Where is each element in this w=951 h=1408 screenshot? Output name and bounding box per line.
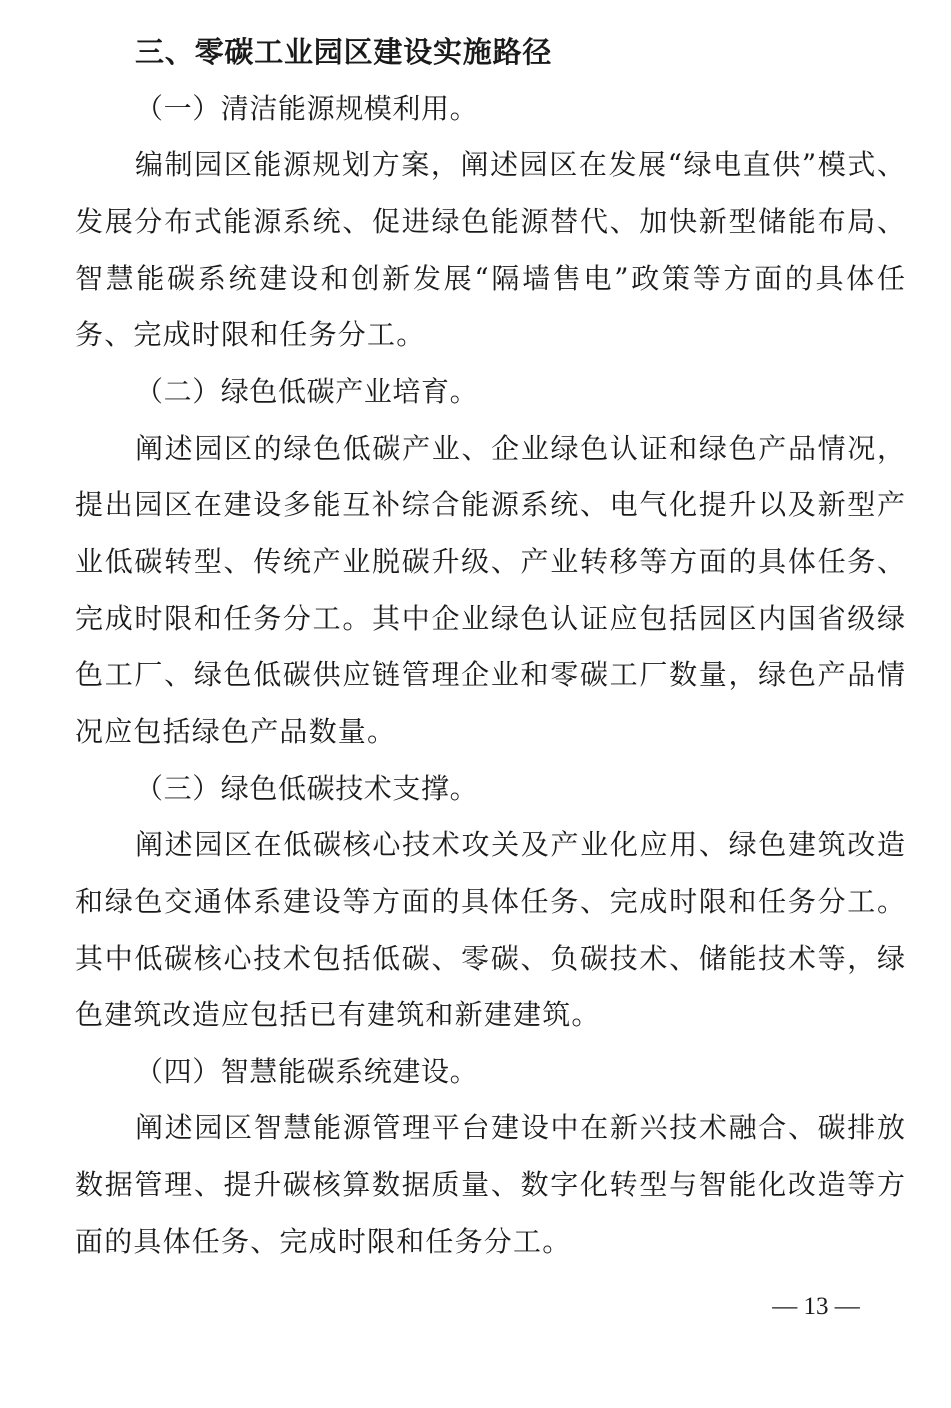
section-title: 三、零碳工业园区建设实施路径 (135, 35, 553, 69)
document-body (75, 24, 905, 1270)
subsection-heading-1: （一）清洁能源规模利用。 (135, 91, 479, 125)
paragraph-line: 发展分布式能源系统、促进绿色能源替代、加快新型储能布局、 (75, 204, 905, 238)
paragraph-line: 阐述园区智慧能源管理平台建设中在新兴技术融合、碳排放 (135, 1111, 905, 1145)
paragraph-line: 和绿色交通体系建设等方面的具体任务、完成时限和任务分工。 (75, 884, 905, 918)
subsection-heading-3: （三）绿色低碳技术支撑。 (135, 771, 479, 805)
page-number: — 13 — (772, 1293, 860, 1320)
paragraph-line: 其中低碳核心技术包括低碳、零碳、负碳技术、储能技术等，绿 (75, 941, 905, 975)
paragraph-line: 编制园区能源规划方案，阐述园区在发展“绿电直供”模式、 (135, 148, 905, 182)
paragraph-line: 阐述园区的绿色低碳产业、企业绿色认证和绿色产品情况， (135, 431, 905, 465)
paragraph-line: 提出园区在建设多能互补综合能源系统、电气化提升以及新型产 (75, 488, 905, 522)
paragraph-line: 况应包括绿色产品数量。 (75, 714, 397, 748)
paragraph-line: 阐述园区在低碳核心技术攻关及产业化应用、绿色建筑改造 (135, 828, 905, 862)
paragraph-line: 智慧能碳系统建设和创新发展“隔墙售电”政策等方面的具体任 (75, 261, 905, 295)
subsection-heading-4: （四）智慧能碳系统建设。 (135, 1054, 479, 1088)
subsection-heading-2: （二）绿色低碳产业培育。 (135, 374, 479, 408)
paragraph-line: 务、完成时限和任务分工。 (75, 318, 426, 352)
paragraph-line: 完成时限和任务分工。其中企业绿色认证应包括园区内国省级绿 (75, 601, 905, 635)
paragraph-line: 面的具体任务、完成时限和任务分工。 (75, 1224, 572, 1258)
paragraph-line: 色工厂、绿色低碳供应链管理企业和零碳工厂数量，绿色产品情 (75, 658, 905, 692)
paragraph-line: 业低碳转型、传统产业脱碳升级、产业转移等方面的具体任务、 (75, 544, 905, 578)
paragraph-line: 色建筑改造应包括已有建筑和新建建筑。 (75, 998, 601, 1032)
paragraph-line: 数据管理、提升碳核算数据质量、数字化转型与智能化改造等方 (75, 1168, 905, 1202)
